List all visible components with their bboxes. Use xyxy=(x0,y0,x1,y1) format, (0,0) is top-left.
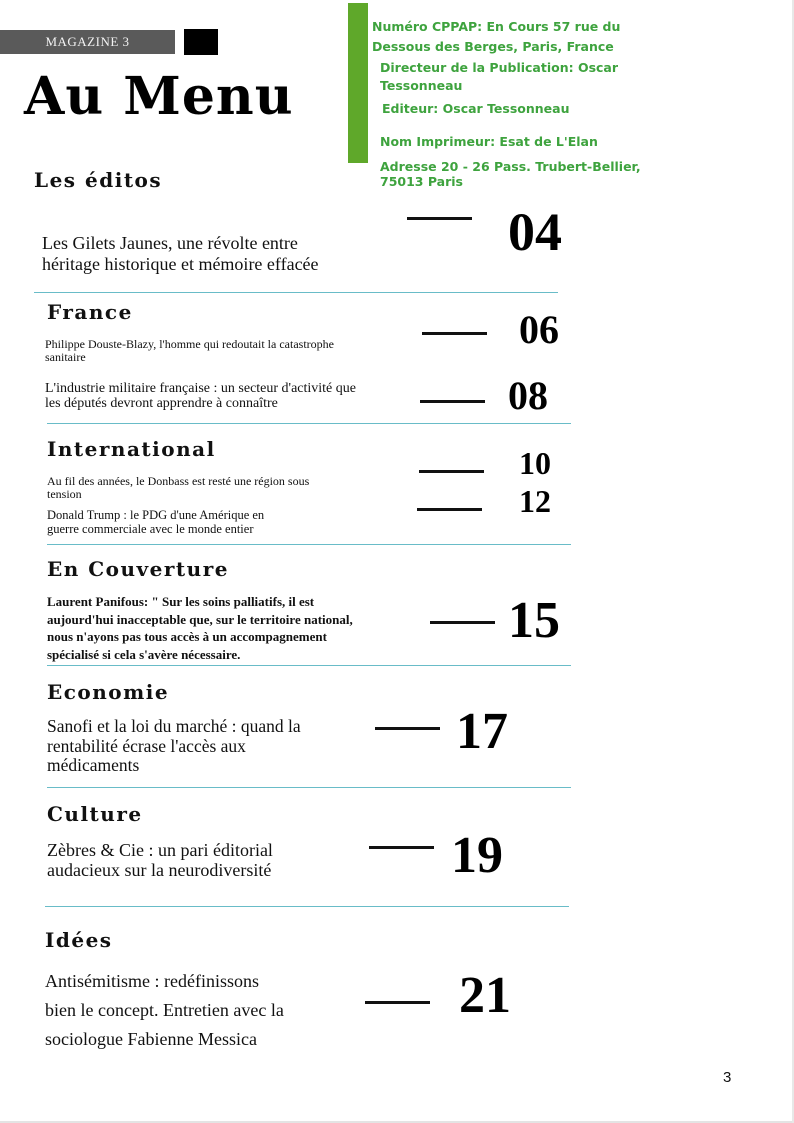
list-item-international-1[interactable] xyxy=(47,475,309,501)
list-item-text: rentabilité écrase l'accès aux xyxy=(47,735,246,756)
info-director-line2: Tessonneau xyxy=(380,78,463,93)
list-item-text: Laurent Panifous: " Sur les soins palliatifs, il est xyxy=(47,594,315,609)
list-item-text: Antisémitisme : redéfinissons xyxy=(45,971,259,991)
list-item-culture-1[interactable] xyxy=(47,840,273,880)
section-divider xyxy=(34,292,558,293)
magazine-label-block xyxy=(184,29,218,55)
page-number-economie-1: 17 xyxy=(456,703,508,760)
folio-page-number: 3 xyxy=(723,1069,732,1086)
dash-leader xyxy=(420,400,485,403)
info-printer: Nom Imprimeur: Esat de L'Elan xyxy=(380,134,598,149)
info-accent-bar xyxy=(348,3,368,163)
list-item-text: Sanofi et la loi du marché : quand la xyxy=(47,716,301,736)
info-address-line1: Adresse 20 - 26 Pass. Trubert-Bellier, xyxy=(380,159,641,174)
section-heading-france: France xyxy=(47,300,133,324)
dash-leader xyxy=(369,846,434,849)
list-item-text: sociologue Fabienne Messica xyxy=(45,1029,257,1049)
list-item-text: nous n'ayons pas tous accès à un accompagnement xyxy=(47,629,327,644)
list-item-text: Philippe Douste-Blazy, l'homme qui redoutait la catastrophe xyxy=(45,337,334,351)
section-divider xyxy=(47,544,571,545)
section-divider xyxy=(47,423,571,424)
section-heading-international: International xyxy=(47,437,216,461)
list-item-text: Zèbres & Cie : un pari éditorial xyxy=(47,840,273,860)
section-heading-economie: Economie xyxy=(47,680,170,704)
list-item-text: sanitaire xyxy=(45,350,86,364)
page-number-idees-1: 21 xyxy=(459,967,511,1024)
section-divider xyxy=(47,787,571,788)
dash-leader xyxy=(417,508,482,511)
info-address-line2: 75013 Paris xyxy=(380,174,463,189)
list-item-couverture-1[interactable] xyxy=(47,593,353,663)
list-item-text: L'industrie militaire française : un secteur d'activité que xyxy=(45,381,356,396)
dash-leader xyxy=(365,1001,430,1004)
section-heading-couverture: En Couverture xyxy=(47,557,229,581)
list-item-text: médicaments xyxy=(47,755,140,775)
list-item-france-2[interactable] xyxy=(45,381,356,411)
dash-leader xyxy=(419,470,484,473)
info-cppap-line2: Dessous des Berges, Paris, France xyxy=(372,39,614,54)
magazine-label: MAGAZINE 3 xyxy=(0,30,175,54)
section-heading-culture: Culture xyxy=(47,802,143,826)
dash-leader xyxy=(422,332,487,335)
info-editor: Editeur: Oscar Tessonneau xyxy=(382,101,570,116)
list-item-editos-1[interactable] xyxy=(42,233,319,275)
list-item-text: aujourd'hui inacceptable que, sur le territoire national, xyxy=(47,611,353,627)
info-director-line1: Directeur de la Publication: Oscar xyxy=(380,60,619,75)
page-number-culture-1: 19 xyxy=(451,827,503,884)
list-item-text: guerre commerciale avec le monde entier xyxy=(47,522,254,536)
dash-leader xyxy=(430,621,495,624)
page-number-france-2: 08 xyxy=(508,373,548,418)
section-heading-editos: Les éditos xyxy=(34,168,163,192)
list-item-idees-1[interactable] xyxy=(45,967,284,1054)
dash-leader xyxy=(407,217,472,220)
list-item-economie-1[interactable] xyxy=(47,717,301,776)
page-number-international-2: 12 xyxy=(519,483,551,519)
list-item-text: Les Gilets Jaunes, une révolte entre xyxy=(42,233,298,253)
dash-leader xyxy=(375,727,440,730)
list-item-text: bien le concept. Entretien avec la xyxy=(45,1000,284,1020)
list-item-text: héritage historique et mémoire effacée xyxy=(42,254,319,274)
list-item-text: Donald Trump : le PDG d'une Amérique en xyxy=(47,508,265,522)
list-item-text: Au fil des années, le Donbass est resté une région sous xyxy=(47,474,310,488)
list-item-text: spécialisé si cela s'avère nécessaire. xyxy=(47,646,241,662)
list-item-text: audacieux sur la neurodiversité xyxy=(47,860,272,880)
page-number-couverture-1: 15 xyxy=(508,592,560,649)
list-item-text: tension xyxy=(47,487,82,501)
section-divider xyxy=(47,665,571,666)
section-heading-idees: Idées xyxy=(45,928,113,952)
list-item-international-2[interactable] xyxy=(47,508,264,536)
section-divider xyxy=(45,906,569,907)
info-cppap-line1: Numéro CPPAP: En Cours 57 rue du xyxy=(372,19,621,34)
page-title: Au Menu xyxy=(24,66,294,127)
list-item-text: les députés devront apprendre à connaître xyxy=(45,396,278,411)
page-number-editos-1: 04 xyxy=(508,202,562,262)
page-number-france-1: 06 xyxy=(519,307,559,352)
page-number-international-1: 10 xyxy=(519,445,551,481)
list-item-france-1[interactable] xyxy=(45,338,334,364)
